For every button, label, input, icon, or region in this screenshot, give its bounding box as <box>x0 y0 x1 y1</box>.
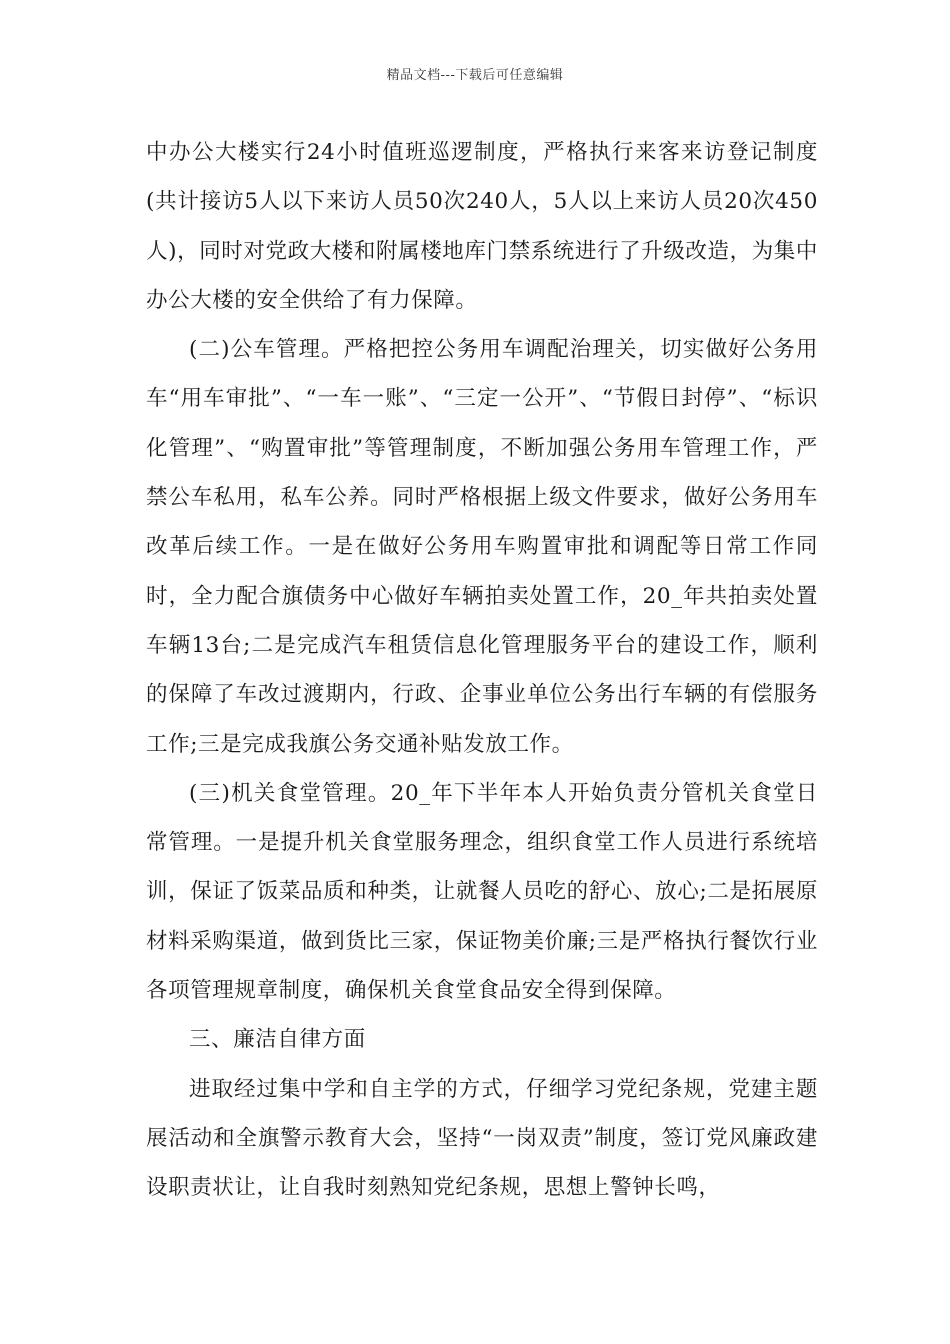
section-heading-integrity: 三、廉洁自律方面 <box>189 1027 366 1053</box>
paragraph-vehicle-management: (二)公车管理。严格把控公务用车调配治理关，切实做好公务用车“用车审批”、“一车一账”、“三定一公开”、“节假日封停”、“标识化管理”、“购置审批”等管理制度，不断加强公务用车管理工作，严禁公车私用，私车公养。同时严格根据上级文件要求，做好公务用车改革后续工作。一是在做好公务用车购置审批和调配等日常工作同时，全力配合旗债务中心做好车辆拍卖处置工作，20_年共拍卖处置车辆13台;二是完成汽车租赁信息化管理服务平台的建设工作，顺利的保障了车改过渡期内，行政、企事业单位公务出行车辆的有偿服务工作;三是完成我旗公务交通补贴发放工作。 <box>146 337 818 757</box>
paragraph-continued: 中办公大楼实行24小时值班巡逻制度，严格执行来客来访登记制度(共计接访5人以下来访人员50次240人，5人以上来访人员20次450人)，同时对党政大楼和附属楼地库门禁系统进行了升级改造，为集中办公大楼的安全供给了有力保障。 <box>146 140 818 313</box>
page-header: 精品文档---下载后可任意编辑 <box>386 68 564 83</box>
paragraph-canteen-management: (三)机关食堂管理。20_年下半年本人开始负责分管机关食堂日常管理。一是提升机关食堂服务理念，组织食堂工作人员进行系统培训，保证了饭菜品质和种类，让就餐人员吃的舒心、放心;二是拓展原材料采购渠道，做到货比三家，保证物美价廉;三是严格执行餐饮行业各项管理规章制度，确保机关食堂食品安全得到保障。 <box>146 780 818 1004</box>
document-body <box>146 128 818 1213</box>
paragraph-integrity: 进取经过集中学和自主学的方式，仔细学习党纪条规，党建主题展活动和全旗警示教育大会，坚持“一岗双责”制度，签订党风廉政建设职责状让，让自我时刻熟知党纪条规，思想上警钟长鸣， <box>146 1076 818 1201</box>
